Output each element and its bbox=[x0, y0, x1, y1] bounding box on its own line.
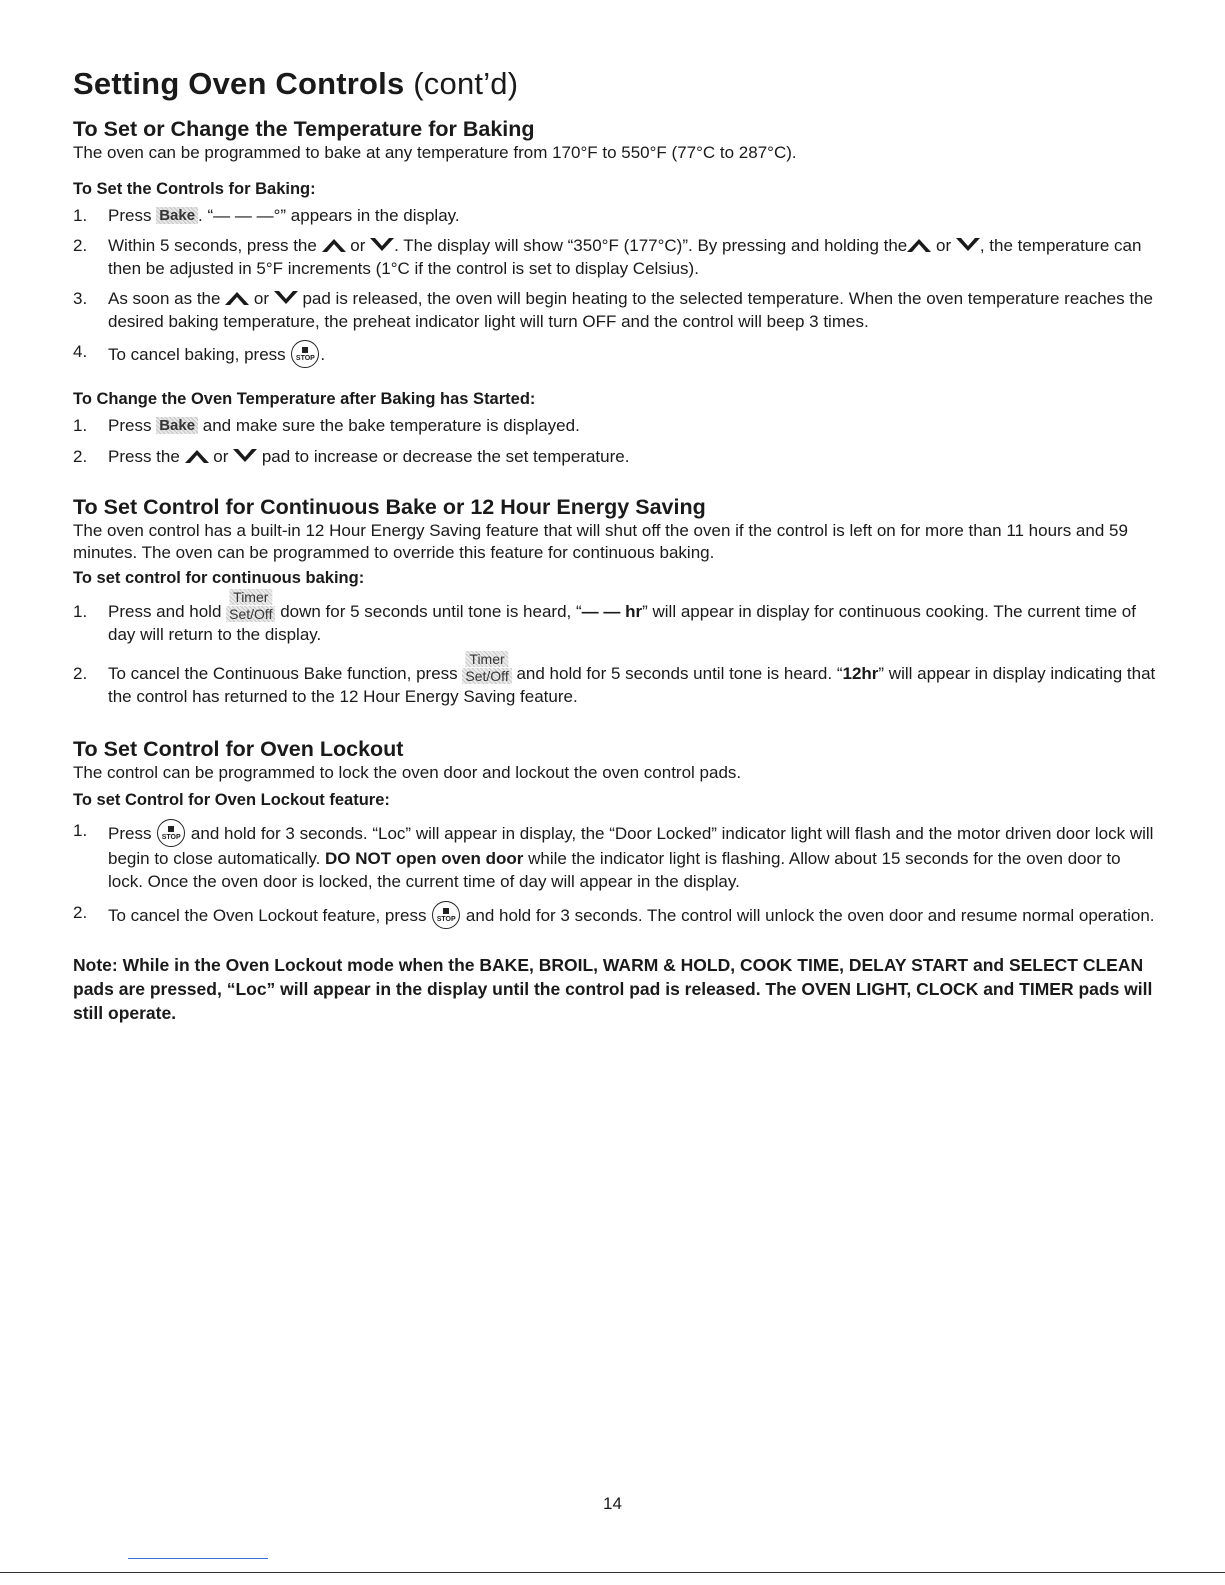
timer-set-off-key-icon: Timer Set/Off bbox=[462, 668, 511, 684]
step-item: 1. Press Bake . “— — —°” appears in the display. bbox=[73, 206, 460, 225]
step-item: 1. Press Bake and make sure the bake temperature is displayed. bbox=[73, 416, 580, 435]
stop-key-icon: STOP bbox=[432, 901, 460, 929]
bake-key-icon: Bake bbox=[156, 207, 198, 224]
step-item: 2. Within 5 seconds, press the or . The display will show “350°F (177°C)”. By pressing and holding the or , the temperature can then be adjusted in 5°F increments (1°C if the control is set to display Celsius). bbox=[73, 236, 1142, 278]
steps-change-temperature bbox=[73, 414, 1158, 468]
step-item: 2. To cancel the Oven Lockout feature, press STOP and hold for 3 seconds. The control will unlock the oven door and resume normal operation. bbox=[73, 901, 1158, 929]
bake-key-icon: Bake bbox=[156, 417, 198, 434]
section-continuous-bake bbox=[73, 494, 1158, 708]
subheading-continuous-baking: To set control for continuous baking: bbox=[73, 569, 365, 587]
subheading-lockout: To set Control for Oven Lockout feature: bbox=[73, 791, 390, 809]
step-item: 4. To cancel baking, press STOP . bbox=[73, 340, 1158, 368]
subheading-change-temperature: To Change the Oven Temperature after Baking has Started: bbox=[73, 390, 536, 408]
footer-rule bbox=[0, 1572, 1225, 1573]
manual-page bbox=[73, 66, 1158, 1025]
section-intro: The oven can be programmed to bake at any temperature from 170°F to 550°F (77°C to 287°C). bbox=[73, 143, 797, 162]
subheading-set-controls: To Set the Controls for Baking: bbox=[73, 180, 316, 198]
page-number: 14 bbox=[603, 1494, 622, 1513]
down-arrow-icon bbox=[956, 238, 980, 252]
down-arrow-icon bbox=[233, 449, 257, 463]
stop-key-icon: STOP bbox=[291, 340, 319, 368]
step-item: 2. Press the or pad to increase or decrease the set temperature. bbox=[73, 447, 630, 466]
step-item: 3. As soon as the or pad is released, the oven will begin heating to the selected temperature. When the oven temperature reaches the desired baking temperature, the preheat indicator light will turn OFF and the control will beep 3 times. bbox=[73, 289, 1153, 331]
step-item: 2. To cancel the Continuous Bake function, press Timer Set/Off and hold for 5 seconds until tone is heard. “12hr” will appear in display indicating that the control has returned to the 12 Hour Energy Saving feature. bbox=[73, 651, 1156, 706]
step-item: 1. Press and hold Timer Set/Off down for 5 seconds until tone is heard, “— — hr” will appear in display for continuous cooking. The current time of day will return to the display. bbox=[73, 589, 1136, 644]
up-arrow-icon bbox=[322, 238, 346, 252]
up-arrow-icon bbox=[225, 291, 249, 305]
lockout-note: Note: While in the Oven Lockout mode when the BAKE, BROIL, WARM & HOLD, COOK TIME, DELAY START and SELECT CLEAN pads are pressed, “Loc” will appear in the display until the control pad is released. The OVEN LIGHT, CLOCK and TIMER pads will still operate. bbox=[73, 955, 1153, 1023]
steps-set-baking bbox=[73, 204, 1158, 368]
down-arrow-icon bbox=[370, 238, 394, 252]
section-intro: The oven control has a built-in 12 Hour Energy Saving feature that will shut off the oven if the control is left on for more than 11 hours and 59 minutes. The oven can be programmed to override this feature for continuous baking. bbox=[73, 521, 1128, 562]
step-item: 1. Press STOP and hold for 3 seconds. “Loc” will appear in display, the “Door Locked” indicator light will flash and the motor driven door lock will begin to close automatically. DO NOT open oven door while the indicator light is flashing. Allow about 15 seconds for the oven door to lock. Once the oven door is locked, the current time of day will appear in the display. bbox=[73, 821, 1154, 891]
stop-key-icon: STOP bbox=[157, 819, 185, 847]
section-temperature-baking bbox=[73, 116, 1158, 468]
up-arrow-icon bbox=[907, 238, 931, 252]
section-heading: To Set Control for Continuous Bake or 12 Hour Energy Saving bbox=[73, 495, 706, 519]
section-heading: To Set Control for Oven Lockout bbox=[73, 737, 404, 761]
steps-continuous-bake bbox=[73, 589, 1158, 708]
section-intro: The control can be programmed to lock the oven door and lockout the oven control pads. bbox=[73, 763, 742, 782]
timer-set-off-key-icon: Timer Set/Off bbox=[226, 606, 275, 622]
down-arrow-icon bbox=[274, 291, 298, 305]
section-heading: To Set or Change the Temperature for Baking bbox=[73, 117, 535, 141]
page-title: Setting Oven Controls (cont’d) bbox=[73, 66, 519, 101]
steps-oven-lockout bbox=[73, 819, 1158, 929]
footer-accent-line bbox=[128, 1558, 268, 1559]
section-oven-lockout bbox=[73, 736, 1158, 929]
up-arrow-icon bbox=[185, 449, 209, 463]
